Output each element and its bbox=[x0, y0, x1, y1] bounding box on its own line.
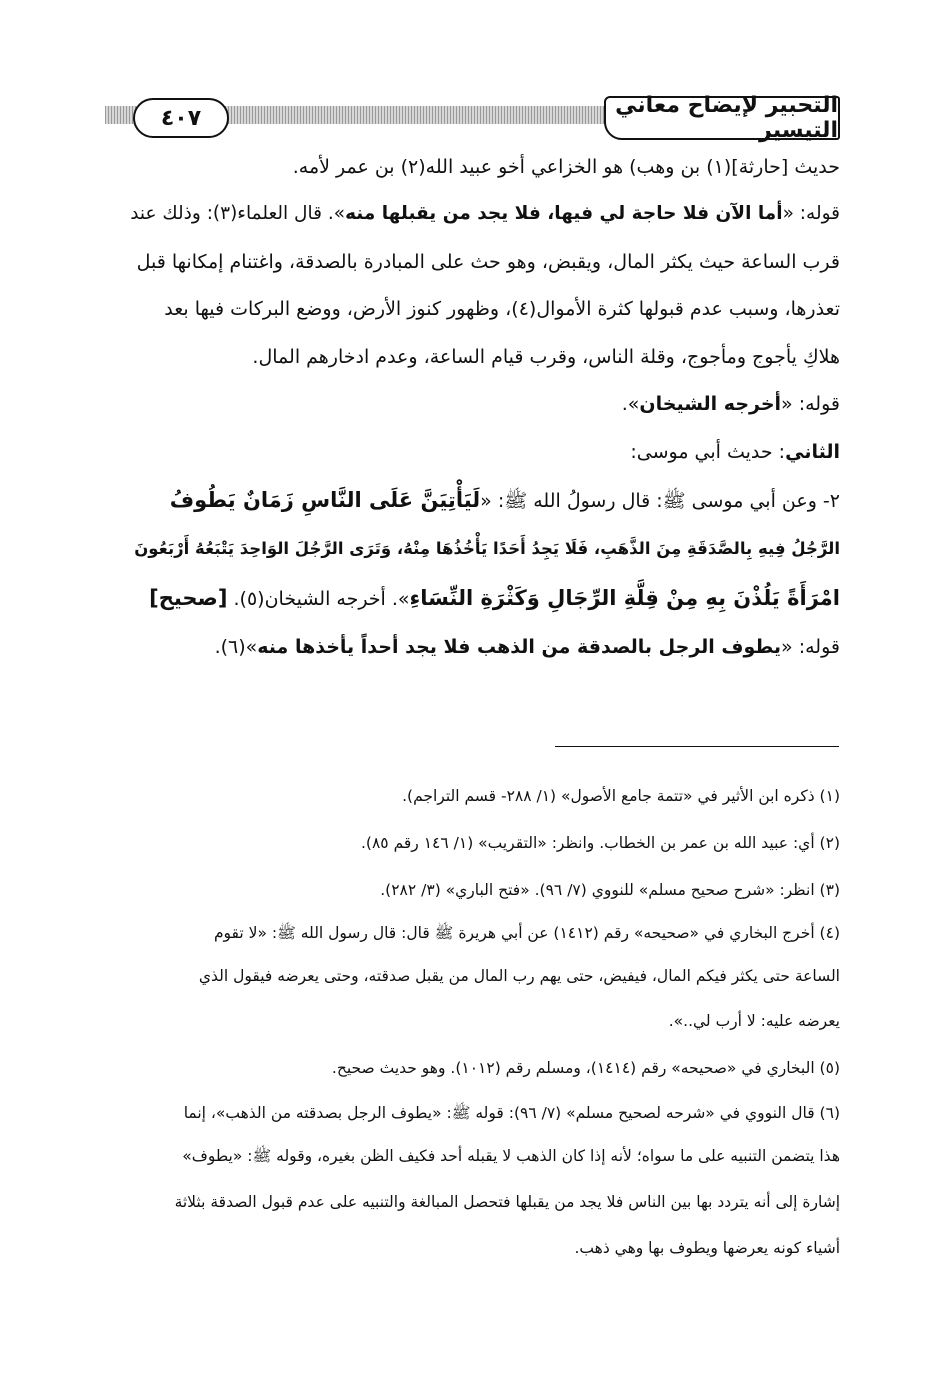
footnote-3: (٣) انظر: «شرح صحيح مسلم» للنووي (٧/ ٩٦). «فتح الباري» (٣/ ٢٨٢). bbox=[380, 881, 840, 899]
footnote-1: (١) ذكره ابن الأثير في «تتمة جامع الأصول» (١/ ٢٨٨- قسم التراجم). bbox=[402, 787, 840, 805]
body-line-5: هلاكِ يأجوج ومأجوج، وقلة الناس، وقرب قيام الساعة، وعدم ادخارهم المال. bbox=[252, 346, 840, 368]
book-title: التحبير لإيضاح معاني التيسير bbox=[604, 96, 840, 140]
footnote-4-line-1: (٤) أخرج البخاري في «صحيحه» رقم (١٤١٢) عن أبي هريرة ﷺ قال: قال رسول الله ﷺ: «لا تقوم bbox=[213, 924, 840, 942]
footnote-6-line-2: هذا يتضمن التنبيه على ما سواه؛ لأنه إذا كان الذهب لا يقبله أحد فكيف الظن بغيره، وقوله ﷺ: «يطوف» bbox=[182, 1147, 840, 1165]
grade-label: [صحيح] bbox=[149, 586, 228, 610]
page-header bbox=[105, 93, 840, 143]
footnote-divider bbox=[555, 746, 839, 747]
footnote-4-line-2: الساعة حتى يكثر فيكم المال، فيفيض، حتى يهم رب المال من يقبل صدقته، وحتى يعرضه فيقول الذي bbox=[198, 967, 840, 985]
footnote-5: (٥) البخاري في «صحيحه» رقم (١٤١٤)، ومسلم رقم (١٠١٢). وهو حديث صحيح. bbox=[331, 1059, 840, 1077]
footnote-2: (٢) أي: عبيد الله بن عمر بن الخطاب. وانظر: «التقريب» (١/ ١٤٦ رقم ٨٥). bbox=[361, 834, 840, 852]
body-line-6: قوله: «أخرجه الشيخان». bbox=[621, 393, 840, 415]
body-line-3: قرب الساعة حيث يكثر المال، ويقبض، وهو حث على المبادرة بالصدقة، واغتنام إمكانها قبل bbox=[136, 251, 840, 273]
hadith-line-3: امْرَأَةً يَلُذْنَ بِهِ مِنْ قِلَّةِ الرِّجَالِ وَكَثْرَةِ النِّسَاءِ». أخرجه الشيخان(٥). [صحيح] bbox=[149, 586, 840, 610]
footnote-6-line-1: (٦) قال النووي في «شرحه لصحيح مسلم» (٧/ ٩٦): قوله ﷺ: «يطوف الرجل بصدقته من الذهب»، إنما bbox=[183, 1104, 840, 1122]
footnote-4-line-3: يعرضه عليه: لا أرب لي..». bbox=[668, 1012, 840, 1030]
hadith-line-1: ٢- وعن أبي موسى ﷺ: قال رسولُ الله ﷺ: «لَيَأْتِيَنَّ عَلَى النَّاسِ زَمَانٌ يَطُوفُ bbox=[169, 488, 840, 512]
hadith-line-2: الرَّجُلُ فِيهِ بِالصَّدَقَةِ مِنَ الذَّهَبِ، فَلَا يَجِدُ أَحَدًا يَأْخُذُهَا مِنْهُ، وَتَرَى الرَّجُلَ الوَاحِدَ يَتْبَعُهُ أَرْبَعُونَ bbox=[134, 539, 840, 558]
body-line-2: قوله: «أما الآن فلا حاجة لي فيها، فلا يجد من يقبلها منه». قال العلماء(٣): وذلك عند bbox=[130, 203, 840, 224]
footnote-6-line-3: إشارة إلى أنه يتردد بها بين الناس فلا يجد من يقبلها فتحصل المبالغة والتنبيه على عدم قبول الصدقة بثلاثة bbox=[174, 1193, 840, 1211]
body-line-1: حديث [حارثة](١) بن وهب) هو الخزاعي أخو عبيد الله(٢) بن عمر لأمه. bbox=[292, 156, 840, 178]
page-number: ٤٠٧ bbox=[133, 98, 229, 138]
footnote-6-line-4: أشياء كونه يعرضها ويطوف بها وهي ذهب. bbox=[574, 1239, 840, 1257]
body-line-7: قوله: «يطوف الرجل بالصدقة من الذهب فلا يجد أحداً يأخذها منه»(٦). bbox=[214, 636, 840, 658]
section-heading-second: الثاني: حديث أبي موسى: bbox=[630, 441, 840, 463]
body-line-4: تعذرها، وسبب عدم قبولها كثرة الأموال(٤)، وظهور كنوز الأرض، ووضع البركات فيها بعد bbox=[164, 298, 840, 320]
